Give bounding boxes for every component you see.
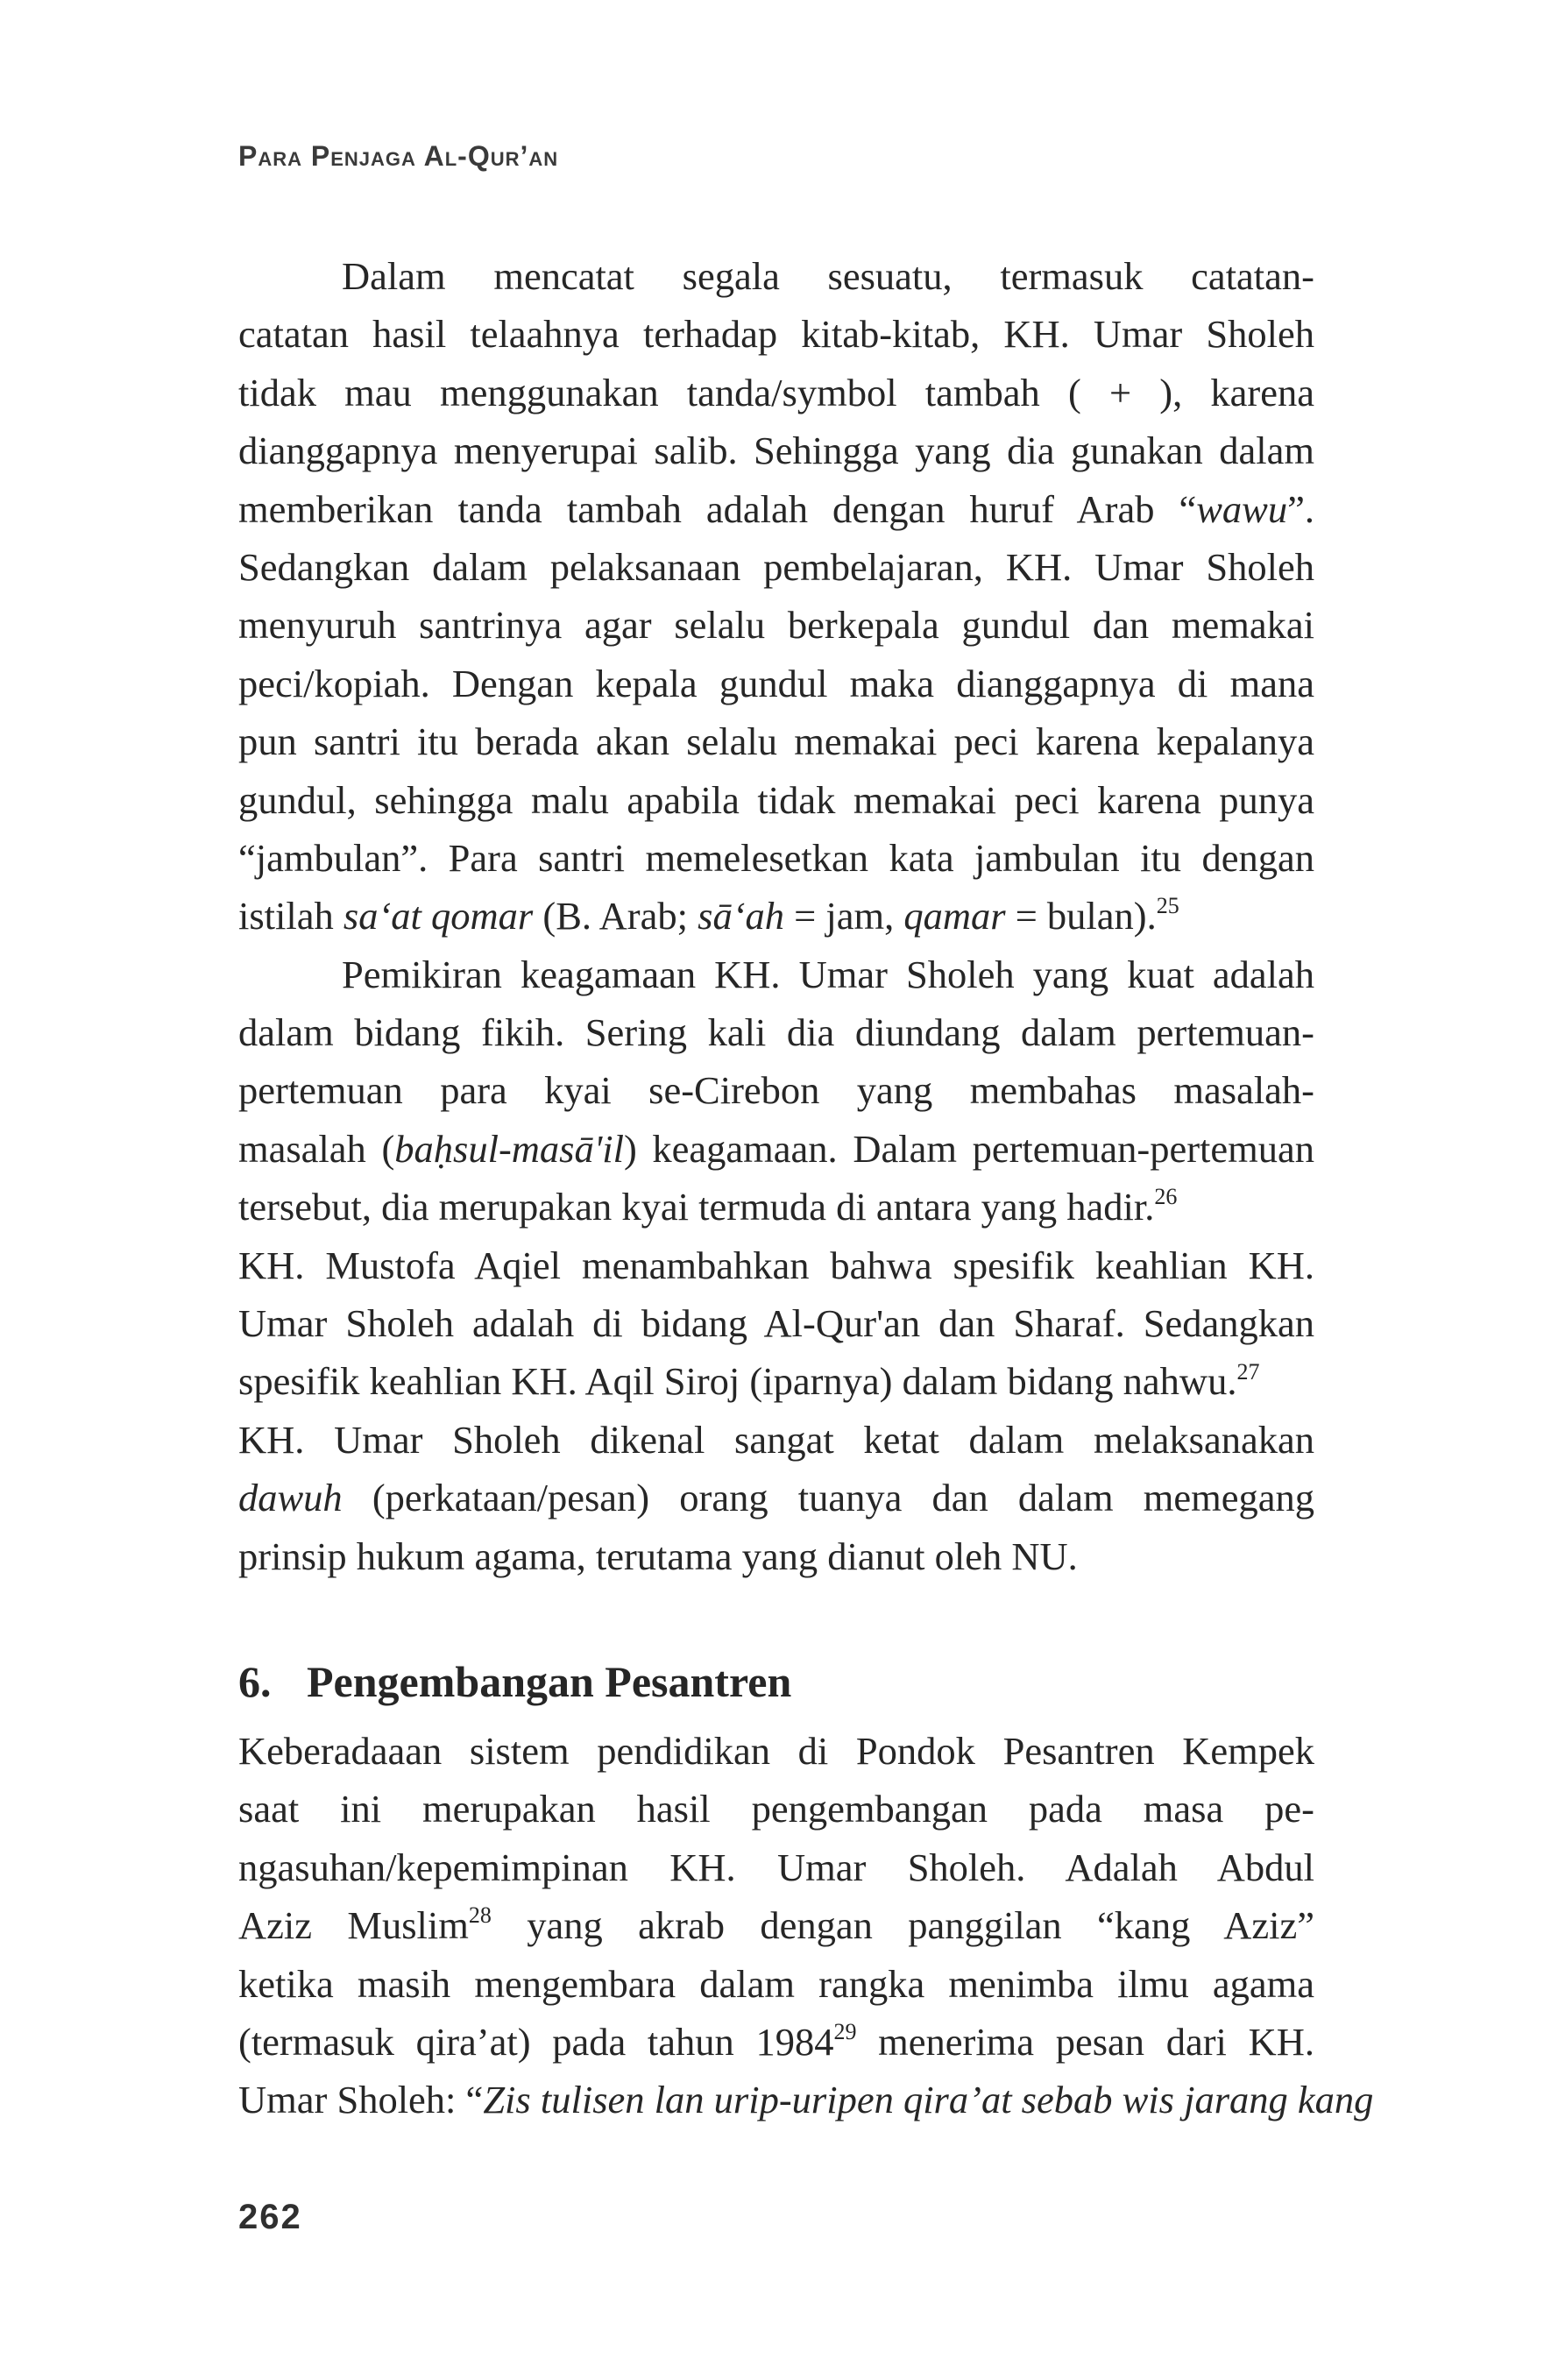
text-line: menyuruh santrinya agar selalu berkepala gundul dan memakai (238, 603, 1314, 648)
running-header: Para Penjaga Al-Qur’an (238, 140, 559, 172)
text-line: pertemuan para kyai se-Cirebon yang membahas masalah- (238, 1068, 1314, 1113)
footnote-ref-28[interactable]: 28 (468, 1902, 492, 1929)
body-text-upper (238, 247, 1314, 1585)
paragraph-3 (238, 1722, 1374, 2129)
paragraph-1 (238, 247, 1314, 946)
text-line: dianggapnya menyerupai salib. Sehingga yang dia gunakan dalam (238, 429, 1314, 473)
text-line: gundul, sehingga malu apabila tidak memakai peci karena punya (238, 777, 1314, 822)
text-line: masalah (baḥsul-masā'il) keagamaan. Dalam pertemuan-pertemuan (238, 1126, 1314, 1171)
italic-term: qamar (903, 894, 1006, 939)
italic-quote: Zis tulisen lan urip-uripen qira’at sebab wis jarang kang (483, 2078, 1374, 2122)
text-line: saat ini merupakan hasil pengembangan pada masa pe- (238, 1787, 1314, 1831)
footnote-ref-26[interactable]: 26 (1154, 1184, 1178, 1210)
italic-term: sa‘at qomar (343, 894, 534, 939)
text-line: spesifik keahlian KH. Aqil Siroj (iparnya) dalam bidang nahwu.$^{27}$ (238, 1358, 1260, 1404)
text-line: Sedangkan dalam pelaksanaan pembelajaran, KH. Umar Sholeh (238, 544, 1314, 589)
paragraph-2 (238, 946, 1314, 1585)
text-line: tersebut, dia merupakan kyai termuda di antara yang hadir.$^{26}$ (238, 1184, 1178, 1229)
text-line: memberikan tanda tambah adalah dengan huruf Arab “wawu”. (238, 486, 1314, 531)
text-line: prinsip hukum agama, terutama yang dianut oleh NU. (238, 1534, 1078, 1578)
text-line: dalam bidang fikih. Sering kali dia diundang dalam pertemuan- (238, 1010, 1314, 1055)
section-title: Pengembangan Pesantren (307, 1657, 792, 1706)
text-line: Umar Sholeh: “Zis tulisen lan urip-uripen qira’at sebab wis jarang kang (238, 2078, 1374, 2122)
footnote-ref-27[interactable]: 27 (1236, 1358, 1260, 1385)
text-line: KH. Umar Sholeh dikenal sangat ketat dalam melaksanakan (238, 1417, 1314, 1462)
text-line: Dalam mencatat segala sesuatu, termasuk catatan- (342, 254, 1314, 298)
footnote-ref-29[interactable]: 29 (833, 2019, 857, 2045)
body-text-lower (238, 1722, 1374, 2129)
text-line: KH. Mustofa Aqiel menambahkan bahwa spesifik keahlian KH. (238, 1243, 1314, 1287)
text-line: Umar Sholeh adalah di bidang Al-Qur'an dan Sharaf. Sedangkan (238, 1301, 1314, 1346)
text-line: Aziz Muslim$^{28}$ yang akrab dengan panggilan “kang Aziz” (238, 1902, 1314, 1948)
page-number: 262 (238, 2198, 302, 2236)
italic-term: wawu (1196, 486, 1288, 531)
text-line: Keberadaaan sistem pendidikan di Pondok Pesantren Kempek (238, 1729, 1314, 1773)
italic-term: baḥsul-masā'il (394, 1126, 624, 1171)
text-line: Pemikiran keagamaan KH. Umar Sholeh yang kuat adalah (342, 952, 1314, 996)
footnote-ref-25[interactable]: 25 (1156, 893, 1179, 919)
text-line: ketika masih mengembara dalam rangka menimba ilmu agama (238, 1961, 1314, 2006)
section-heading (238, 1656, 791, 1707)
italic-term: dawuh (238, 1476, 343, 1520)
text-line: dawuh (perkataan/pesan) orang tuanya dan dalam memegang (238, 1476, 1314, 1520)
text-line: “jambulan”. Para santri memelesetkan kata jambulan itu dengan (238, 835, 1314, 880)
text-line: pun santri itu berada akan selalu memakai peci karena kepalanya (238, 719, 1314, 764)
text-line: peci/kopiah. Dengan kepala gundul maka dianggapnya di mana (238, 661, 1314, 705)
text-line: tidak mau menggunakan tanda/symbol tambah ( + ), karena (238, 370, 1314, 414)
text-line: ngasuhan/kepemimpinan KH. Umar Sholeh. Adalah Abdul (238, 1845, 1314, 1889)
text-line: catatan hasil telaahnya terhadap kitab-kitab, KH. Umar Sholeh (238, 312, 1314, 357)
text-line: (termasuk qira’at) pada tahun 1984$^{29}$ menerima pesan dari KH. (238, 2019, 1314, 2064)
italic-term: sā‘ah (698, 894, 785, 939)
text-line: istilah sa‘at qomar (B. Arab; sā‘ah = jam, qamar = bulan).$^{25}$ (238, 893, 1179, 939)
section-number: 6. (238, 1657, 272, 1706)
